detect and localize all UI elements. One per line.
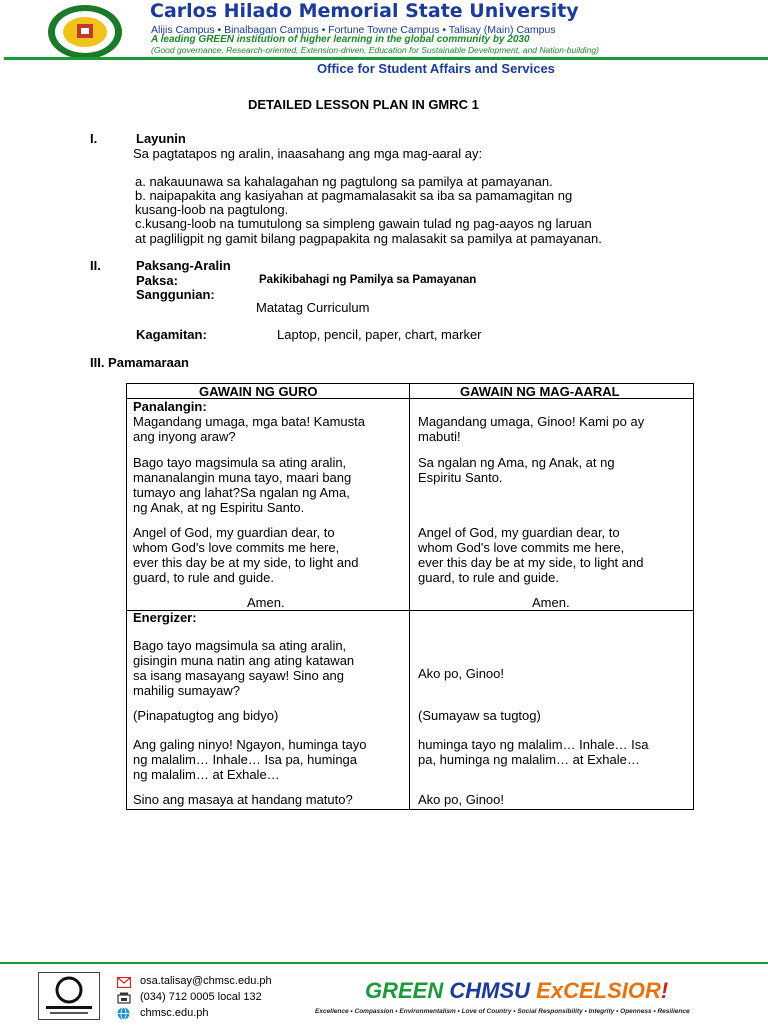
guro-prayer-invite: Bago tayo magsimula sa ating aralin, mananalangin muna tayo, maari bang tumayo ang lahat?Sa ngalan ng Ama, ng Anak, at ng Espiritu Santo. bbox=[133, 455, 352, 515]
globe-icon bbox=[117, 1007, 130, 1020]
email-icon bbox=[117, 975, 131, 986]
university-name: Carlos Hilado Memorial State University bbox=[150, 0, 579, 22]
section-2-title: Paksang-Aralin bbox=[136, 258, 231, 273]
section-1-number: I. bbox=[90, 131, 98, 146]
vision-subtagline: (Good governance, Research-oriented, Extension-driven, Education for Sustainable Development, and Nation-building) bbox=[151, 45, 599, 55]
document-title: DETAILED LESSON PLAN IN GMRC 1 bbox=[248, 97, 479, 112]
guro-ready-question: Sino ang masaya at handang matuto? bbox=[133, 792, 353, 807]
slogan-excelsior: ExCELSIOR bbox=[536, 978, 661, 1003]
guro-angel-prayer: Angel of God, my guardian dear, to whom God's love commits me here, ever this day be at my side, to light and guard, to rule and guide. bbox=[133, 525, 359, 585]
section-1-title: Layunin bbox=[136, 131, 186, 146]
objective-b-line1: b. naipapakita ang kasiyahan at pagmamalasakit sa iba sa pamamagitan ng bbox=[135, 188, 573, 203]
mag-aaral-ready-reply: Ako po, Ginoo! bbox=[418, 792, 504, 807]
sanggunian-label: Sanggunian: bbox=[136, 287, 215, 302]
mag-aaral-dance: (Sumayaw sa tugtog) bbox=[418, 708, 541, 723]
guro-play-video: (Pinapatugtog ang bidyo) bbox=[133, 708, 279, 723]
guro-breathing: Ang galing ninyo! Ngayon, huminga tayo ng malalim… Inhale… Isa pa, huminga ng malalim… at Exhale… bbox=[133, 737, 367, 782]
paksa-value: Pakikibahagi ng Pamilya sa Pamayanan bbox=[259, 274, 477, 286]
guro-greeting: Magandang umaga, mga bata! Kamusta ang inyong araw? bbox=[133, 414, 365, 444]
footer-phone: (034) 712 0005 local 132 bbox=[140, 991, 262, 1003]
core-values: Excellence • Compassion • Environmentalism • Love of Country • Social Responsibility • Integrity • Openness • Resilience bbox=[315, 1008, 690, 1015]
guro-energizer-invite: Bago tayo magsimula sa ating aralin, gisingin muna natin ang ating katawan sa isang masayang sayaw! Sino ang mahilig sumayaw? bbox=[133, 638, 355, 698]
phone-icon bbox=[117, 991, 131, 1003]
campus-list: Alijis Campus • Binalbagan Campus • Fortune Towne Campus • Talisay (Main) Campus bbox=[151, 24, 556, 36]
iso-certification-icon bbox=[38, 972, 100, 1020]
green-chmsu-excelsior-slogan bbox=[365, 978, 668, 1004]
mag-aaral-amen: Amen. bbox=[532, 595, 570, 610]
energizer-label: Energizer: bbox=[133, 610, 197, 625]
university-seal-icon bbox=[46, 4, 124, 60]
paksa-label: Paksa: bbox=[136, 273, 178, 288]
guro-amen: Amen. bbox=[247, 595, 285, 610]
footer-website[interactable]: chmsc.edu.ph bbox=[140, 1007, 209, 1019]
objective-a: a. nakauunawa sa kahalagahan ng pagtulong sa pamilya at pamayanan. bbox=[135, 174, 553, 189]
column-header-guro: GAWAIN NG GURO bbox=[199, 384, 318, 399]
mag-aaral-angel-prayer: Angel of God, my guardian dear, to whom God's love commits me here, ever this day be at my side, to light and guard, to rule and guide. bbox=[418, 525, 644, 585]
table-row-divider bbox=[126, 610, 694, 611]
office-name: Office for Student Affairs and Services bbox=[317, 61, 555, 76]
table-column-divider bbox=[409, 383, 410, 810]
kagamitan-label: Kagamitan: bbox=[136, 327, 207, 342]
header-divider bbox=[4, 57, 768, 60]
mag-aaral-sign-of-cross: Sa ngalan ng Ama, ng Anak, at ng Espiritu Santo. bbox=[418, 455, 615, 485]
section-3-title: III. Pamamaraan bbox=[90, 355, 189, 370]
mag-aaral-breathing: huminga tayo ng malalim… Inhale… Isa pa, huminga ng malalim… at Exhale… bbox=[418, 737, 649, 767]
section-2-number: II. bbox=[90, 258, 101, 273]
objective-c-line2: at pagliligpit ng gamit bilang pagpapakita ng malasakit sa pamilya at pamayanan. bbox=[135, 231, 602, 246]
slogan-green: GREEN bbox=[365, 978, 444, 1003]
objective-c-line1: c.kusang-loob na tumutulong sa simpleng gawain tulad ng pag-aayos ng laruan bbox=[135, 216, 592, 231]
footer-email[interactable]: osa.talisay@chmsc.edu.ph bbox=[140, 975, 272, 987]
objectives-intro: Sa pagtatapos ng aralin, inaasahang ang mga mag-aaral ay: bbox=[133, 146, 483, 161]
objective-b-line2: kusang-loob na pagtulong. bbox=[135, 202, 289, 217]
kagamitan-value: Laptop, pencil, paper, chart, marker bbox=[277, 327, 482, 342]
column-header-mag-aaral: GAWAIN NG MAG-AARAL bbox=[460, 384, 620, 399]
footer-divider bbox=[0, 962, 768, 964]
slogan-chmsu: CHMSU bbox=[449, 978, 531, 1003]
slogan-exclamation: ! bbox=[660, 978, 669, 1003]
vision-tagline: A leading GREEN institution of higher learning in the global community by 2030 bbox=[151, 34, 530, 45]
mag-aaral-energizer-reply: Ako po, Ginoo! bbox=[418, 666, 504, 681]
sanggunian-value: Matatag Curriculum bbox=[256, 300, 370, 315]
panalangin-label: Panalangin: bbox=[133, 399, 207, 414]
mag-aaral-greeting: Magandang umaga, Ginoo! Kami po ay mabuti! bbox=[418, 414, 645, 444]
